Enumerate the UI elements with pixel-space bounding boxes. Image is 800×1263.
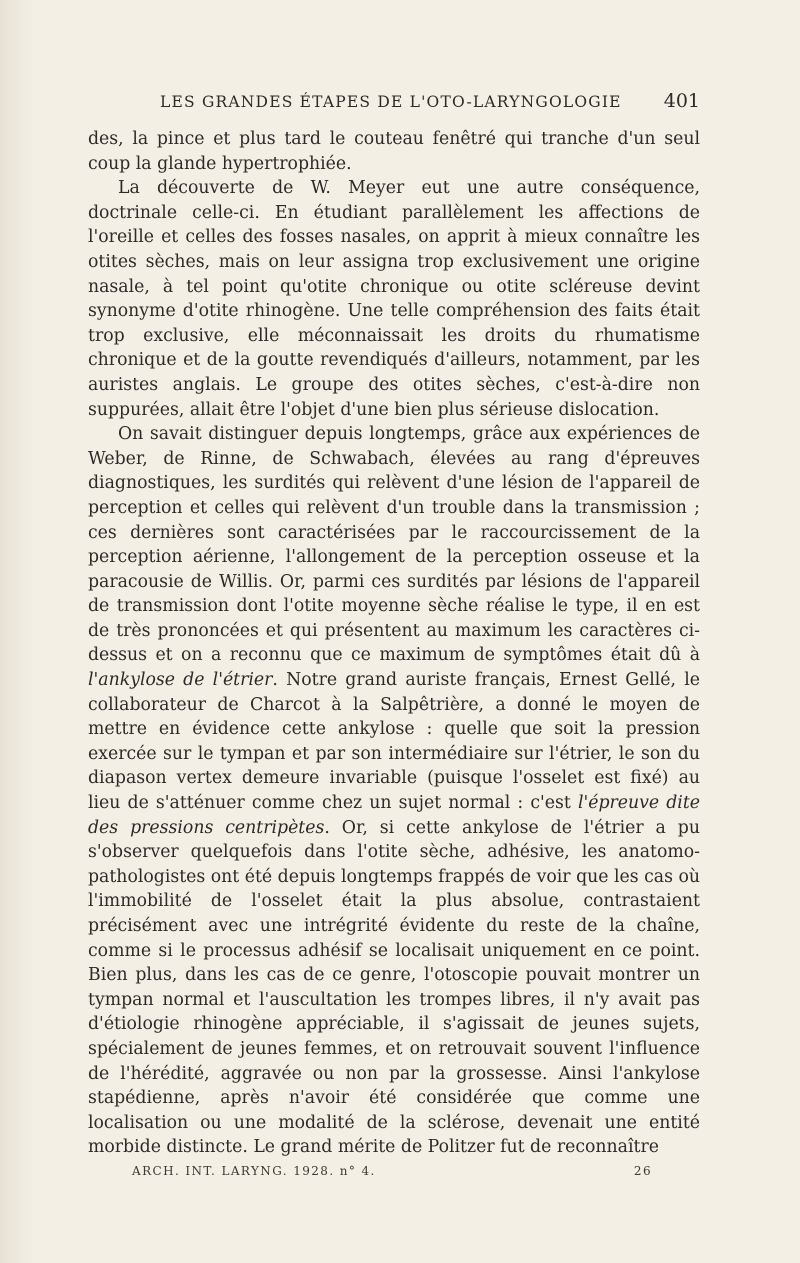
paragraph-1: des, la pince et plus tard le couteau fenêtré qui tranche d'un seul coup la glande hypertrophiée. <box>88 129 700 174</box>
paragraph-3-part-1: On savait distinguer depuis longtemps, grâce aux expériences de Weber, de Rinne, de Schwabach, élevées au rang d'épreuves diagnostiques, les surdités qui relèvent d'une lésion de l'appareil de perception et celles qui relèvent d'un trouble dans la transmission ; ces dernières sont caractérisées par le raccourcissement de la perception aérienne, l'allongement de la perception osseuse et la paracousie de Willis. Or, parmi ces surdités par lésions de l'appareil de transmission dont l'otite moyenne sèche réalise le type, il en est de très prononcées et qui présentent au maximum les caractères ci-dessus et on a reconnu que ce maximum de symptômes était dû à <box>88 424 700 666</box>
italic-epreuve-pressions: l'épreuve dite des pressions centripètes <box>88 793 701 838</box>
italic-ankylose-etrier: l'ankylose de l'étrier <box>88 670 273 691</box>
page-footer <box>132 1164 652 1178</box>
signature-mark: 26 <box>633 1164 652 1178</box>
paragraph-3-part-3: . Or, si cette ankylose de l'étrier a pu s'observer quelquefois dans l'otite sèche, adhésive, les anatomo-pathologistes ont été depuis longtemps frappés de voir que les cas où l'immobilité de l'osselet était la plus absolue, contrastaient précisément avec une intrégrité évidente du reste de la chaîne, comme si le processus adhésif se localisait uniquement en ce point. Bien plus, dans les cas de ce genre, l'otoscopie pouvait montrer un tympan normal et l'auscultation les trompes libres, il n'y avait pas d'étiologie rhinogène appréciable, il s'agissait de jeunes sujets, spécialement de jeunes femmes, et on retrouvait souvent l'influence de l'hérédité, aggravée ou non par la grossesse. Ainsi l'ankylose stapédienne, après n'avoir été considérée que comme une localisation ou une modalité de la sclérose, devenait une entité morbide distincte. Le grand mérite de Politzer fut de reconnaître <box>88 817 700 1158</box>
page-binding-edge <box>0 0 34 1263</box>
journal-reference: ARCH. INT. LARYNG. 1928. n° 4. <box>132 1164 376 1178</box>
running-title: LES GRANDES ÉTAPES DE L'OTO-LARYNGOLOGIE <box>160 93 622 111</box>
running-header <box>160 90 700 112</box>
page-number: 401 <box>663 90 700 112</box>
paragraph-2: La découverte de W. Meyer eut une autre conséquence, doctrinale celle-ci. En étudiant parallèlement les affections de l'oreille et celles des fosses nasales, on apprit à mieux connaître les otites sèches, mais on leur assigna trop exclusivement une origine nasale, à tel point qu'otite chronique ou otite scléreuse devint synonyme d'otite rhinogène. Une telle compréhension des faits était trop exclusive, elle méconnaissait les droits du rhumatisme chronique et de la goutte revendiqués d'ailleurs, notamment, par les auristes anglais. Le groupe des otites sèches, c'est-à-dire non suppurées, allait être l'objet d'une bien plus sérieuse dislocation. <box>88 178 700 420</box>
body-text <box>88 127 700 1160</box>
paragraph-3 <box>88 422 700 1160</box>
paragraph-3-part-2: . Notre grand auriste français, Ernest Gellé, le collaborateur de Charcot à la Salpêtrière, a donné le moyen de mettre en évidence cette ankylose : quelle que soit la pression exercée sur le tympan et par son intermédiaire sur l'étrier, le son du diapason vertex demeure invariable (puisque l'osselet est fixé) au lieu de s'atténuer comme chez un sujet normal : c'est <box>88 670 700 814</box>
